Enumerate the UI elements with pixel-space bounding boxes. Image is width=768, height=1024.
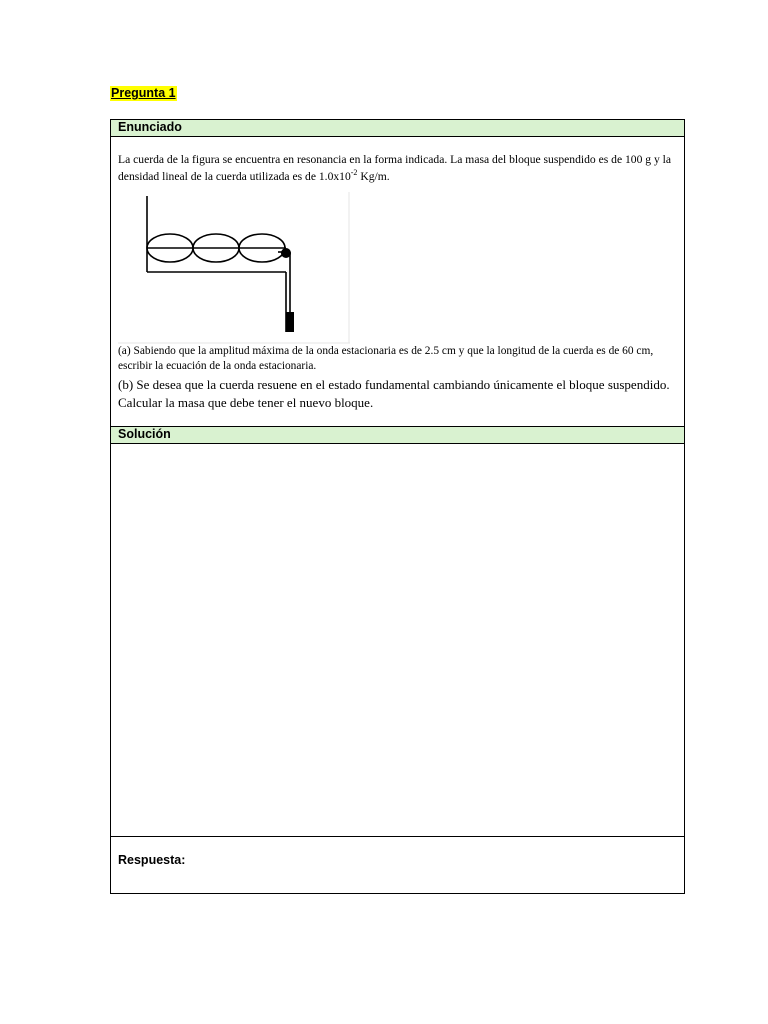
statement-header: Enunciado [111,120,684,137]
standing-wave-figure [118,192,350,344]
question-table [110,119,685,894]
question-title: Pregunta 1 [111,86,176,100]
pulley [281,248,291,258]
statement-intro-unit: Kg/m. [357,170,390,183]
solution-header: Solución [111,426,684,444]
suspended-block [286,312,294,332]
statement-intro-text: La cuerda de la figura se encuentra en resonancia en la forma indicada. La masa del bloque suspendido es de 100 g y la densidad lineal de la cuerda utilizada es de 1.0x10 [118,153,672,183]
answer-divider [111,836,684,837]
answer-label: Respuesta: [118,853,186,867]
statement-item-b: (b) Se desea que la cuerda resuene en el estado fundamental cambiando únicamente el bloque suspendido. Calcular la masa que debe tener el nuevo bloque. [118,377,670,410]
statement-intro [118,151,684,185]
statement-item-a: (a) Sabiendo que la amplitud máxima de la onda estacionaria es de 2.5 cm y que la longitud de la cuerda es de 60 cm, escribir la ecuación de la onda estacionaria. [118,345,654,372]
statement-intro-exponent: -2 [350,168,358,178]
solution-area[interactable] [111,444,684,836]
